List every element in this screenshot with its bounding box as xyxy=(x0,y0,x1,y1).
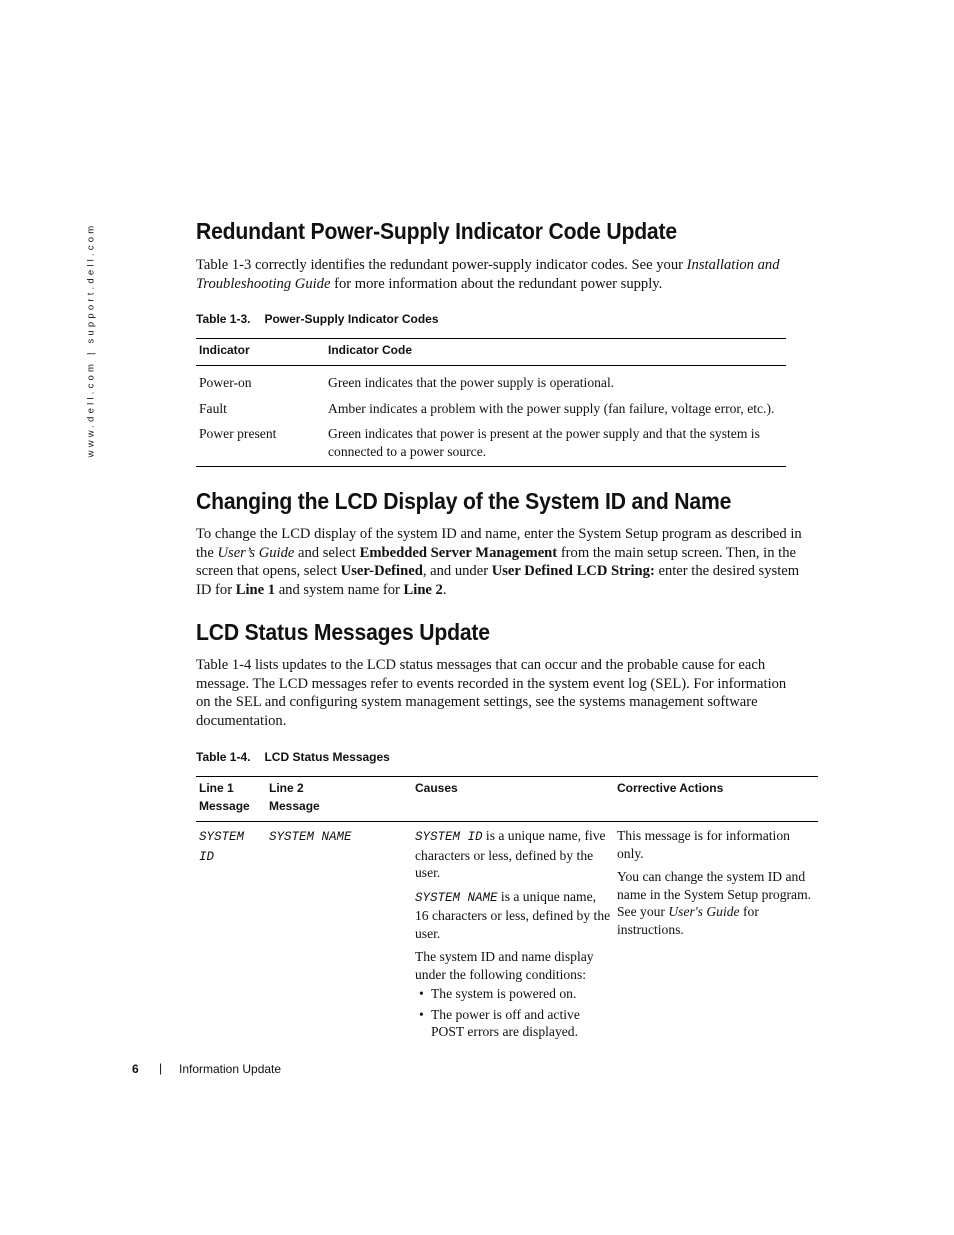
list-item: • The power is off and active POST errors are displayed. xyxy=(419,1006,580,1039)
table-cell-line2: SYSTEM NAME xyxy=(269,830,352,844)
column-header-actions: Corrective Actions xyxy=(614,777,818,822)
action-change: You can change the system ID and name in the System Setup program. See your User's Guide for instructions. xyxy=(617,869,812,937)
section3-paragraph: Table 1-4 lists updates to the LCD status messages that can occur and the probable cause for each message. The LCD messages refer to events recorded in the system event log (SEL). For information on the SEL and configuring system management settings, see the systems management software documentation. xyxy=(196,657,787,730)
table-cell: Green indicates that power is present at the power supply and that the system is connected to a power source. xyxy=(328,426,760,459)
table-cell: Fault xyxy=(199,400,227,416)
section-heading-lcd-status: LCD Status Messages Update xyxy=(196,619,490,645)
table-row xyxy=(196,392,786,418)
cause-system-id: SYSTEM ID is a unique name, five characters or less, defined by the user. xyxy=(415,828,606,880)
cause-system-name: SYSTEM NAME is a unique name, 16 characters or less, defined by the user. xyxy=(415,888,611,941)
section2-paragraph: To change the LCD display of the system ID and name, enter the System Setup program as described in the User’s Guide and select Embedded Server Management from the main setup screen. Then, in the screen that opens, select User-Defined, and under User Defined LCD String: enter the desired system ID for Line 1 and system name for Line 2. xyxy=(196,526,802,599)
column-header-line2: Line 2 Message xyxy=(266,777,412,822)
table-cell: Power present xyxy=(199,426,277,441)
table-row xyxy=(196,417,786,467)
table-caption-1-3: Table 1-3. Power-Supply Indicator Codes xyxy=(196,312,439,326)
table-caption-1-4: Table 1-4. LCD Status Messages xyxy=(196,750,390,764)
table-row xyxy=(196,366,786,392)
table-header-row xyxy=(196,339,786,366)
section1-intro: Table 1-3 correctly identifies the redundant power-supply indicator codes. See your Installation and Troubleshooting Guide for more information about the redundant power supply. xyxy=(196,257,780,292)
column-header: Indicator xyxy=(196,339,325,366)
page-number: 6 xyxy=(132,1062,139,1076)
cause-conditions: The system ID and name display under the following conditions: xyxy=(415,949,594,982)
column-header: Indicator Code xyxy=(325,339,786,366)
action-info: This message is for information only. xyxy=(617,828,790,861)
table-cell-causes xyxy=(412,822,614,1044)
table-cell-actions xyxy=(614,822,818,1044)
lcd-status-messages-table xyxy=(196,776,818,1044)
footer-separator: | xyxy=(159,1061,163,1075)
table-header-row xyxy=(196,777,818,822)
power-supply-indicator-table xyxy=(196,338,786,467)
column-header-line1: Line 1 Message xyxy=(196,777,266,822)
conditions-list xyxy=(415,985,611,1041)
column-header-causes: Causes xyxy=(412,777,614,822)
sidebar-url: www.dell.com | support.dell.com xyxy=(85,222,97,458)
list-item: • The system is powered on. xyxy=(419,986,577,1001)
page-footer xyxy=(132,1061,282,1076)
table-cell: Power-on xyxy=(199,375,252,390)
section-heading-lcd-display: Changing the LCD Display of the System ID and Name xyxy=(196,488,732,514)
footer-title: Information Update xyxy=(179,1062,282,1076)
section-heading-power-supply: Redundant Power-Supply Indicator Code Update xyxy=(196,218,677,244)
table-cell: Amber indicates a problem with the power supply (fan failure, voltage error, etc.). xyxy=(328,400,775,416)
table-row xyxy=(196,822,818,1044)
table-cell: Green indicates that the power supply is operational. xyxy=(328,375,615,390)
table-cell-line1: SYSTEM ID xyxy=(199,830,245,864)
